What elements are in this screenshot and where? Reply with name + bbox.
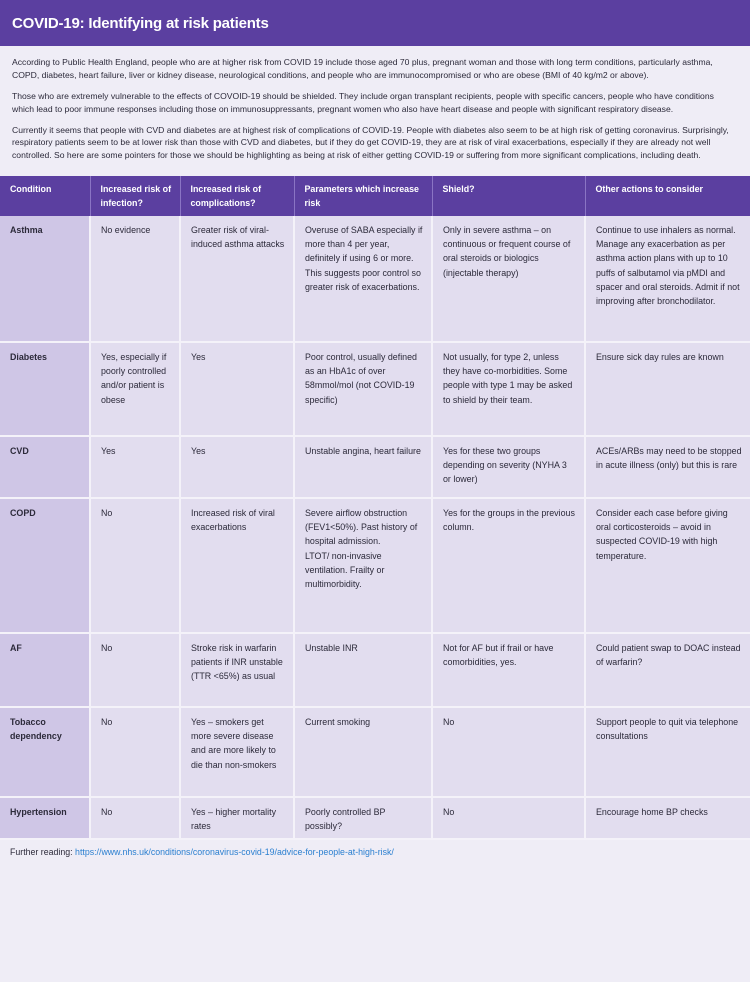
cell-complication-risk: Yes (180, 436, 294, 498)
cell-condition: Hypertension (0, 797, 90, 839)
cell-complication-risk: Yes (180, 342, 294, 436)
table-header-row (0, 176, 750, 216)
cell-parameters: Overuse of SABA especially if more than 4 per year, definitely if using 6 or more. This suggests poor control so greater risk of exacerbations. (294, 216, 432, 342)
cell-complication-risk: Greater risk of viral-induced asthma attacks (180, 216, 294, 342)
cell-shield: Yes for these two groups depending on severity (NYHA 3 or lower) (432, 436, 585, 498)
cell-shield: Yes for the groups in the previous column. (432, 498, 585, 633)
cell-infection-risk: No (90, 498, 180, 633)
cell-condition: AF (0, 633, 90, 707)
column-header-complication-risk: Increased risk of complications? (180, 176, 294, 216)
cell-condition: CVD (0, 436, 90, 498)
title-bar (0, 0, 750, 46)
cell-parameters: Poor control, usually defined as an HbA1c of over 58mmol/mol (not COVID-19 specific) (294, 342, 432, 436)
cell-shield: Not usually, for type 2, unless they have co-morbidities. Some people with type 1 may be asked to shield by their team. (432, 342, 585, 436)
cell-infection-risk: No (90, 633, 180, 707)
intro-section (0, 46, 750, 176)
table-body (0, 216, 750, 839)
intro-paragraph: According to Public Health England, people who are at higher risk from COVID 19 include those aged 70 plus, pregnant woman and those with long term conditions, particularly asthma, COPD, diabetes, heart failure, liver or kidney disease, neurological conditions, and people who are immunocompromised or who are obese (BMI of 40 kg/m2 or above). (12, 57, 713, 80)
table-row (0, 633, 750, 707)
cell-infection-risk: No evidence (90, 216, 180, 342)
cell-other-actions: Consider each case before giving oral corticosteroids – avoid in suspected COVID-19 with high temperature. (585, 498, 750, 633)
cell-parameters: Poorly controlled BP possibly? (294, 797, 432, 839)
risk-table (0, 176, 750, 840)
further-reading-link[interactable]: https://www.nhs.uk/conditions/coronavirus-covid-19/advice-for-people-at-high-risk/ (75, 847, 394, 858)
column-header-shield: Shield? (432, 176, 585, 216)
cell-shield: Only in severe asthma – on continuous or frequent course of oral steroids or biologics (injectable therapy) (432, 216, 585, 342)
cell-infection-risk: Yes (90, 436, 180, 498)
cell-condition: Asthma (0, 216, 90, 342)
cell-condition: Diabetes (0, 342, 90, 436)
cell-parameters: Severe airflow obstruction (FEV1<50%). Past history of hospital admission. LTOT/ non-invasive ventilation. Frailty or multimorbidity. (294, 498, 432, 633)
cell-other-actions: ACEs/ARBs may need to be stopped in acute illness (only) but this is rare (585, 436, 750, 498)
table-row (0, 707, 750, 797)
cell-shield: No (432, 707, 585, 797)
table-row (0, 342, 750, 436)
cell-other-actions: Could patient swap to DOAC instead of warfarin? (585, 633, 750, 707)
cell-infection-risk: No (90, 797, 180, 839)
cell-parameters: Unstable angina, heart failure (294, 436, 432, 498)
cell-condition: Tobacco dependency (0, 707, 90, 797)
cell-infection-risk: No (90, 707, 180, 797)
column-header-other-actions: Other actions to consider (585, 176, 750, 216)
cell-complication-risk: Stroke risk in warfarin patients if INR unstable (TTR <65%) as usual (180, 633, 294, 707)
page-title: COVID-19: Identifying at risk patients (12, 14, 269, 32)
cell-shield: Not for AF but if frail or have comorbidities, yes. (432, 633, 585, 707)
column-header-infection-risk: Increased risk of infection? (90, 176, 180, 216)
intro-paragraph: Those who are extremely vulnerable to the effects of COVOID-19 should be shielded. They include organ transplant recipients, people with specific cancers, people who have conditions which lead to poor immune responses including those on immunosuppressants, pregnant women who also have heart disease and people with significant respiratory disease. (12, 90, 714, 114)
cell-parameters: Unstable INR (294, 633, 432, 707)
intro-paragraph: Currently it seems that people with CVD and diabetes are at highest risk of complications of COVID-19. People with diabetes also seem to be at high risk of getting coronavirus. Surprisingly, respiratory patients seem to be at lower risk than those with CVD and diabetes, but if they do get COVID-19, they are at risk of viral exacerbations, especially if they are already not well controlled. So here are some pointers for those we should be highlighting as being at risk of either getting COVID-19 or suffering from more significant complications, including death. (12, 124, 729, 161)
cell-other-actions: Support people to quit via telephone consultations (585, 707, 750, 797)
cell-shield: No (432, 797, 585, 839)
cell-condition: COPD (0, 498, 90, 633)
table-row (0, 797, 750, 839)
cell-infection-risk: Yes, especially if poorly controlled and/or patient is obese (90, 342, 180, 436)
further-reading (0, 840, 750, 864)
table-row (0, 436, 750, 498)
cell-complication-risk: Increased risk of viral exacerbations (180, 498, 294, 633)
column-header-condition: Condition (0, 176, 90, 216)
cell-other-actions: Continue to use inhalers as normal. Manage any exacerbation as per asthma action plans with up to 10 puffs of salbutamol via pMDI and spacer and oral steroids. Admit if not improving after bronchodilator. (585, 216, 750, 342)
cell-parameters: Current smoking (294, 707, 432, 797)
cell-other-actions: Encourage home BP checks (585, 797, 750, 839)
cell-complication-risk: Yes – smokers get more severe disease and are more likely to die than non-smokers (180, 707, 294, 797)
table-row (0, 216, 750, 342)
table-row (0, 498, 750, 633)
cell-complication-risk: Yes – higher mortality rates (180, 797, 294, 839)
further-reading-label: Further reading: (10, 847, 73, 858)
column-header-parameters: Parameters which increase risk (294, 176, 432, 216)
cell-other-actions: Ensure sick day rules are known (585, 342, 750, 436)
